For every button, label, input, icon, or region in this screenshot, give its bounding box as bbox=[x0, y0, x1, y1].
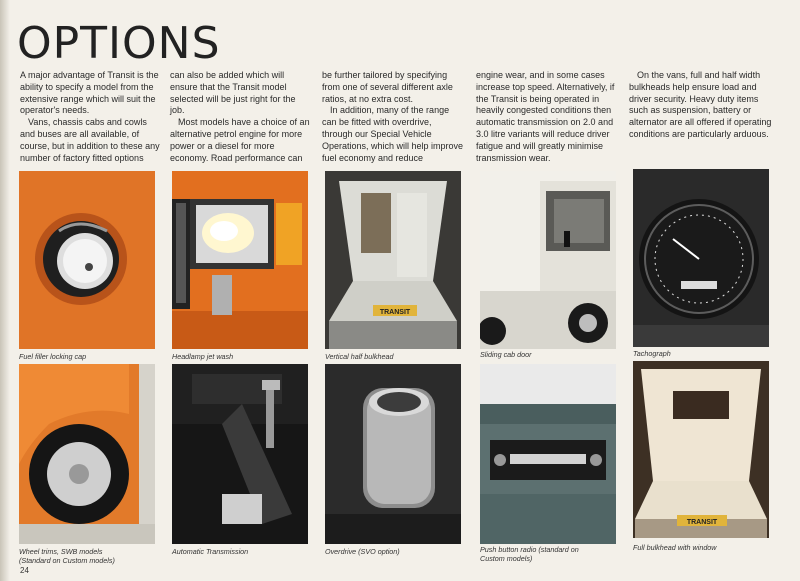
caption-wheel-trims bbox=[19, 547, 115, 565]
paragraph: Most models have a choice of an alternative petrol engine for more power or a diesel for more economy. Road performance can bbox=[170, 117, 310, 163]
caption-line: Wheel trims, SWB models bbox=[19, 547, 103, 556]
caption-overdrive: Overdrive (SVO option) bbox=[325, 547, 400, 556]
page-title: OPTIONS bbox=[17, 18, 221, 69]
caption-full-bulkhead-window: Full bulkhead with window bbox=[633, 543, 717, 552]
paragraph: In addition, many of the range can be fitted with overdrive, through our Special Vehicle Operations, which will help improve fuel economy and reduce bbox=[322, 105, 464, 163]
paragraph: engine wear, and in some cases increase top speed. Alternatively, if the Transit is being operated in heavily congested conditions then automatic transmission on 2.0 and 3.0 litre variants will reduce driver fatigue and will greatly minimise transmission wear. bbox=[476, 70, 615, 163]
caption-line: (Standard on Custom models) bbox=[19, 556, 115, 565]
caption-push-button-radio bbox=[480, 545, 579, 563]
photo-headlamp-jet-wash bbox=[172, 171, 308, 349]
photo-tachograph bbox=[633, 169, 769, 347]
caption-headlamp-jet-wash: Headlamp jet wash bbox=[172, 352, 234, 361]
photo-vertical-half-bulkhead bbox=[325, 171, 461, 349]
paragraph: Vans, chassis cabs and cowls and buses are all available, of course, but in addition to these any number of factory fitted options bbox=[20, 117, 160, 163]
transit-badge-text: TRANSIT bbox=[379, 309, 411, 316]
text-column-2 bbox=[170, 70, 312, 164]
caption-vertical-half-bulkhead: Vertical half bulkhead bbox=[325, 352, 394, 361]
text-column-1 bbox=[20, 70, 160, 164]
paragraph: be further tailored by specifying from one of several different axle ratios, at no extra cost. bbox=[322, 70, 453, 104]
photo-wheel-trims bbox=[19, 364, 155, 544]
photo-fuel-filler-cap bbox=[19, 171, 155, 349]
photo-push-button-radio bbox=[480, 364, 616, 544]
caption-line: Push button radio (standard on bbox=[480, 545, 579, 554]
caption-line: Custom models) bbox=[480, 554, 533, 563]
caption-fuel-filler-cap: Fuel filler locking cap bbox=[19, 352, 87, 361]
paragraph: can also be added which will ensure that the Transit model selected will be just right for the job. bbox=[170, 70, 296, 116]
transit-badge-text: TRANSIT bbox=[686, 519, 718, 526]
text-column-4 bbox=[476, 70, 618, 164]
caption-automatic-transmission: Automatic Transmission bbox=[172, 547, 249, 556]
photo-overdrive bbox=[325, 364, 461, 544]
text-column-5 bbox=[629, 70, 774, 141]
page-number: 24 bbox=[20, 566, 29, 575]
text-column-3 bbox=[322, 70, 464, 164]
photo-sliding-cab-door bbox=[480, 171, 616, 349]
paragraph: On the vans, full and half width bulkheads help ensure load and driver security. Heavy duty items such as suspension, battery or alternator are all offered if operating conditions are particularly arduous. bbox=[629, 70, 772, 139]
photo-automatic-transmission bbox=[172, 364, 308, 544]
caption-tachograph: Tachograph bbox=[633, 349, 671, 358]
paragraph: A major advantage of Transit is the ability to specify a model from the extensive range which will suit the operator's needs. bbox=[20, 70, 159, 116]
caption-sliding-cab-door: Sliding cab door bbox=[480, 350, 532, 359]
photo-full-bulkhead-window bbox=[633, 361, 769, 538]
